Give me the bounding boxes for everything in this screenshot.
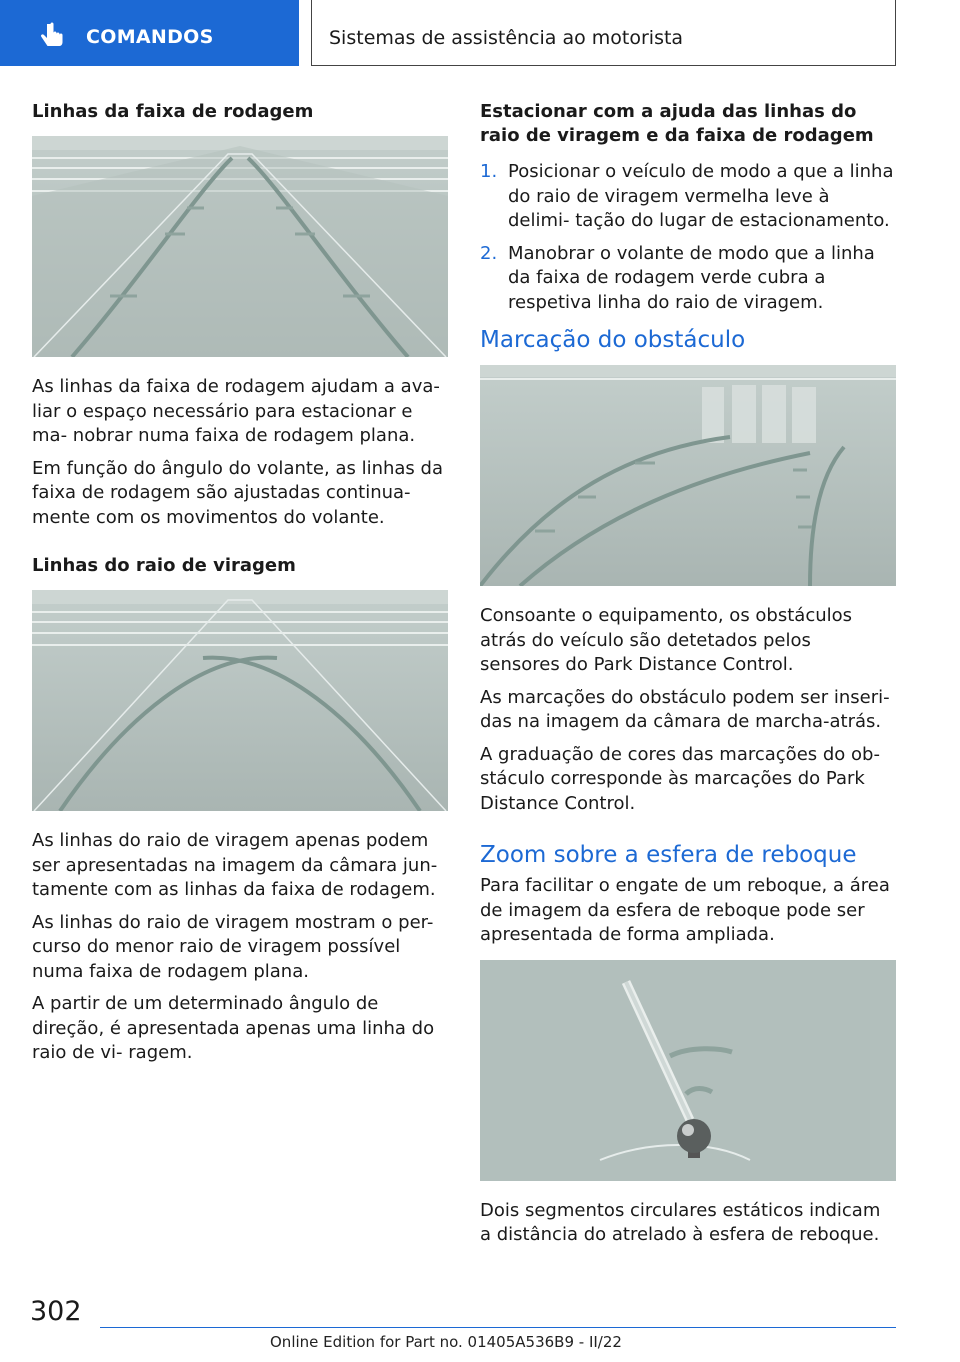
obstacle-paragraph-3: A graduação de cores das marcações do ob- stáculo corresponde às marcações do Park Distance Control. <box>480 743 880 814</box>
lane-lines-illustration <box>32 136 448 357</box>
parking-heading: Estacionar com a ajuda das linhas do raio de viragem e da faixa de rodagem <box>480 101 874 146</box>
obstacle-paragraph-2: As marcações do obstáculo podem ser inseri- das na imagem da câmara de marcha-atrás. <box>480 686 890 732</box>
step-text: Posicionar o veículo de modo a que a linha do raio de viragem vermelha leve à delimi- tação do lugar de estacionamento. <box>508 161 894 231</box>
page-number: 302 <box>30 1296 82 1327</box>
footer-divider <box>100 1327 896 1328</box>
obstacle-paragraph-1: Consoante o equipamento, os obstáculos atrás do veículo são detetados pelos sensores do Park Distance Control. <box>480 605 853 675</box>
hand-pointer-icon <box>38 22 68 52</box>
right-column <box>480 100 896 1256</box>
turning-radius-paragraph-2: As linhas do raio de viragem mostram o per- curso do menor raio de viragem possível numa faixa de rodagem plana. <box>32 911 434 982</box>
tow-ball-paragraph-2: Dois segmentos circulares estáticos indicam a distância do atrelado à esfera de reboque. <box>480 1199 881 1245</box>
tow-ball-figure <box>480 960 896 1181</box>
turning-radius-heading: Linhas do raio de viragem <box>32 555 296 576</box>
step-1 <box>480 160 896 234</box>
tow-ball-illustration <box>480 960 896 1181</box>
turning-radius-figure <box>32 590 448 811</box>
lane-lines-heading: Linhas da faixa de rodagem <box>32 101 314 122</box>
edition-footer: Online Edition for Part no. 01405A536B9 - II/22 <box>270 1333 622 1351</box>
lane-lines-figure <box>32 136 448 357</box>
section-tab <box>0 0 299 66</box>
chapter-title: Sistemas de assistência ao motorista <box>329 27 684 49</box>
section-label: COMANDOS <box>86 26 214 48</box>
step-2 <box>480 242 896 316</box>
lane-lines-paragraph-2: Em função do ângulo do volante, as linhas da faixa de rodagem são ajustadas continua- mente com os movimentos do volante. <box>32 457 443 528</box>
tow-ball-zoom-heading: Zoom sobre a esfera de reboque <box>480 842 857 868</box>
left-column <box>32 100 448 1074</box>
turning-radius-paragraph-1: As linhas do raio de viragem apenas podem ser apresentadas na imagem da câmara jun- tamente com as linhas da faixa de rodagem. <box>32 830 438 900</box>
chapter-header <box>311 0 896 66</box>
tow-ball-paragraph-1: Para facilitar o engate de um reboque, a área de imagem da esfera de reboque pode ser apresentada de forma ampliada. <box>480 875 890 945</box>
turning-radius-paragraph-3: A partir de um determinado ângulo de direção, é apresentada apenas uma linha do raio de vi- ragem. <box>32 993 435 1063</box>
parking-steps <box>480 160 896 315</box>
step-text: Manobrar o volante de modo que a linha da faixa de rodagem verde cubra a respetiva linha do raio de viragem. <box>508 242 875 313</box>
lane-lines-paragraph-1: As linhas da faixa de rodagem ajudam a ava- liar o espaço necessário para estacionar e ma- nobrar numa faixa de rodagem plana. <box>32 376 440 446</box>
obstacle-figure <box>480 365 896 586</box>
turning-radius-illustration <box>32 590 448 811</box>
obstacle-illustration <box>480 365 896 586</box>
step-number: 1. <box>480 161 498 182</box>
step-number: 2. <box>480 242 498 264</box>
obstacle-marking-heading: Marcação do obstáculo <box>480 327 746 353</box>
